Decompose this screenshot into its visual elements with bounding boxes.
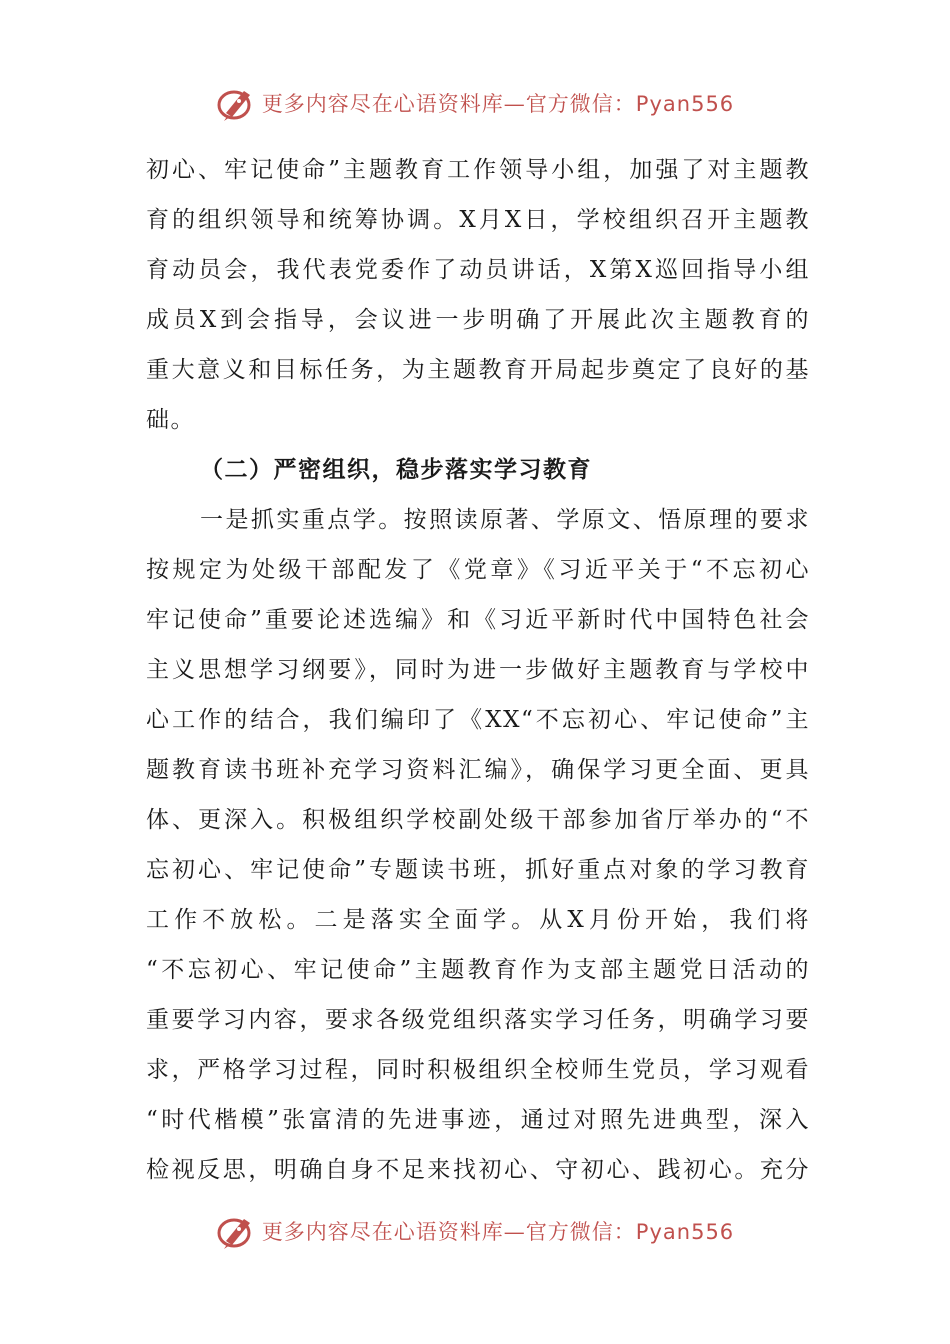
section-heading: （二）严密组织，稳步落实学习教育 — [200, 456, 592, 483]
body-line: 检视反思，明确自身不足来找初心、守初心、践初心。充分 — [146, 1157, 810, 1183]
body-line: 重要学习内容，要求各级党组织落实学习任务，明确学习要 — [146, 1007, 810, 1033]
document-body — [146, 145, 810, 1195]
body-line: 重大意义和目标任务，为主题教育开局起步奠定了良好的基 — [146, 357, 810, 383]
watermark-banner-bottom — [0, 1206, 950, 1256]
body-line: 成员X到会指导，会议进一步明确了开展此次主题教育的 — [146, 307, 810, 333]
body-line: 育动员会，我代表党委作了动员讲话，X第X巡回指导小组 — [146, 257, 810, 283]
body-line: “不忘初心、牢记使命”主题教育作为支部主题党日活动的 — [146, 957, 810, 983]
watermark-text — [262, 88, 734, 118]
body-line: 牢记使命”重要论述选编》和《习近平新时代中国特色社会 — [146, 607, 810, 633]
body-line: 体、更深入。积极组织学校副处级干部参加省厅举办的“不 — [146, 807, 810, 833]
body-line: 育的组织领导和统筹协调。X月X日，学校组织召开主题教 — [146, 207, 810, 233]
body-line: 础。 — [146, 407, 195, 433]
watermark-text — [262, 1216, 734, 1246]
body-line: “时代楷模”张富清的先进事迹，通过对照先进典型，深入 — [146, 1107, 810, 1133]
pen-nib-logo-icon — [216, 1211, 256, 1251]
body-line: 题教育读书班补充学习资料汇编》，确保学习更全面、更具 — [146, 757, 810, 783]
body-line: 工作不放松。二是落实全面学。从X月份开始，我们将 — [146, 907, 810, 933]
pen-nib-logo-icon — [216, 83, 256, 123]
watermark-wechat-text: 官方微信：Pyan556 — [525, 1220, 735, 1244]
body-line: 初心、牢记使命”主题教育工作领导小组，加强了对主题教 — [146, 157, 810, 183]
watermark-banner-top — [0, 78, 950, 128]
body-line: 主义思想学习纲要》，同时为进一步做好主题教育与学校中 — [146, 657, 810, 683]
paragraph-first-line: 一是抓实重点学。按照读原著、学原文、悟原理的要求 — [200, 507, 810, 533]
watermark-wechat-text: 官方微信：Pyan556 — [525, 92, 735, 116]
body-line: 求，严格学习过程，同时积极组织全校师生党员，学习观看 — [146, 1057, 810, 1083]
watermark-main-text: 更多内容尽在心语资料库— — [261, 1220, 526, 1244]
watermark-main-text: 更多内容尽在心语资料库— — [261, 92, 526, 116]
body-line: 按规定为处级干部配发了《党章》《习近平关于“不忘初心 — [146, 557, 810, 583]
body-line: 心工作的结合，我们编印了《XX“不忘初心、牢记使命”主 — [146, 707, 810, 733]
body-line: 忘初心、牢记使命”专题读书班，抓好重点对象的学习教育 — [146, 857, 810, 883]
